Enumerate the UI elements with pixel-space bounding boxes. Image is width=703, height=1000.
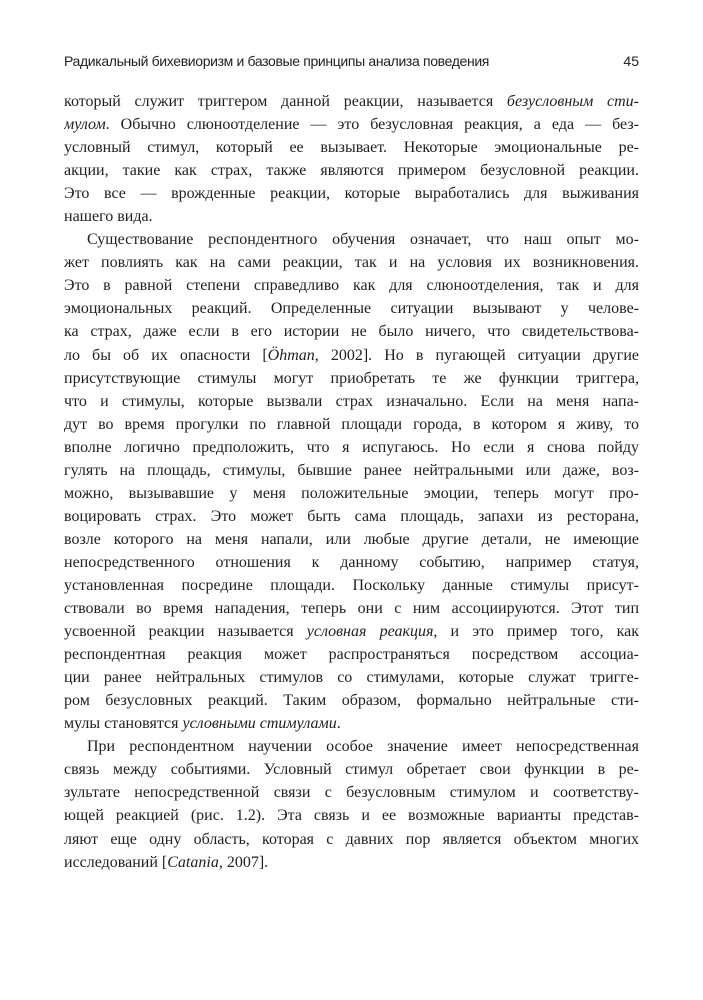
text-segment: непосредственного отношения к данному событию, например статуя,: [64, 553, 639, 571]
running-title: Радикальный бихевиоризм и базовые принципы анализа поведения: [64, 53, 490, 69]
text-segment: ка страх, даже если в его истории не было ничего, что свидетельствова-: [64, 323, 639, 341]
text-segment: , и это пример того, как: [433, 623, 639, 641]
text-segment: ляют еще одну область, которая с давних пор является объектом многих: [64, 830, 639, 848]
text-line: [64, 712, 639, 735]
text-segment: ции ранее нейтральных стимулов со стимулами, которые служат тригге-: [64, 669, 639, 687]
text-line: [64, 297, 639, 320]
text-segment: вполне логично предположить, что я испугаюсь. Но если я снова пойду: [64, 438, 639, 456]
text-line: [64, 620, 639, 643]
italic-text: мулом: [64, 116, 106, 134]
text-segment: условный стимул, который ее вызывает. Некоторые эмоциональные ре-: [64, 139, 639, 157]
italic-text: условными стимулами: [182, 715, 337, 733]
text-line: [64, 344, 639, 367]
page-number: 45: [623, 53, 639, 69]
text-segment: ющей реакцией (рис. 1.2). Эта связь и ее возможные варианты представ-: [64, 807, 639, 825]
text-line: [64, 482, 639, 505]
text-segment: жет повлиять как на сами реакции, так и на условия их возникновения.: [64, 254, 639, 272]
text-line: [64, 574, 639, 597]
body-text: [64, 90, 639, 874]
italic-text: безусловным сти-: [506, 93, 639, 110]
text-line: [64, 666, 639, 689]
text-line: [64, 781, 639, 804]
text-line: [64, 274, 639, 297]
text-segment: исследований [: [64, 853, 168, 871]
text-segment: .: [336, 715, 341, 733]
text-segment: ло бы об их опасности [: [64, 346, 268, 364]
text-segment: зультате непосредственной связи с безусловным стимулом и соответству-: [64, 784, 639, 802]
text-segment: Это все — врожденные реакции, которые выработались для выживания: [64, 185, 639, 203]
running-header: [64, 53, 639, 75]
text-segment: ром безусловных реакций. Таким образом, формально нейтральные сти-: [64, 692, 639, 710]
text-line: [64, 436, 639, 459]
text-segment: присутствующие стимулы могут приобретать те же функции триггера,: [64, 369, 639, 387]
text-line: [64, 459, 639, 482]
text-segment: дут во время прогулки по главной площади города, в котором я живу, то: [64, 415, 639, 433]
text-line: [64, 528, 639, 551]
text-segment: акции, такие как страх, также являются примером безусловной реакции.: [64, 162, 639, 180]
text-line: [64, 136, 639, 159]
text-segment: возле которого на меня напали, или любые другие детали, не имеющие: [64, 530, 639, 548]
text-segment: Существование респондентного обучения означает, что наш опыт мо-: [87, 231, 639, 249]
text-segment: эмоциональных реакций. Определенные ситуации вызывают у челове-: [64, 300, 639, 318]
text-line: [64, 182, 639, 205]
italic-text: Öhman: [267, 346, 315, 364]
text-segment: Это в равной степени справедливо как для слюноотделения, так и для: [64, 277, 639, 295]
text-line: [64, 505, 639, 528]
text-line: [64, 113, 639, 136]
text-segment: что и стимулы, которые вызвали страх изначально. Если на меня напа-: [64, 392, 639, 410]
text-segment: усвоенной реакции называется: [64, 623, 307, 641]
text-line: [64, 390, 639, 413]
text-line: [64, 228, 639, 251]
text-segment: мулы становятся: [64, 715, 183, 733]
text-segment: . Обычно слюноотделение — это безусловная реакция, а еда — без-: [105, 116, 639, 134]
text-line: [64, 804, 639, 827]
text-line: [64, 758, 639, 781]
text-segment: , 2002]. Но в пугающей ситуации другие: [314, 346, 639, 364]
text-segment: установленная посредине площади. Поскольку данные стимулы присут-: [64, 576, 639, 594]
text-line: [64, 689, 639, 712]
text-line: [64, 320, 639, 343]
text-line: [64, 735, 639, 758]
text-segment: ствовали во время нападения, теперь они с ним ассоциируются. Этот тип: [64, 600, 639, 618]
text-segment: При респондентном научении особое значение имеет непосредственная: [87, 738, 639, 756]
text-line: [64, 367, 639, 390]
text-segment: , 2007].: [218, 853, 269, 871]
italic-text: условная реакция: [306, 623, 434, 641]
text-line: [64, 828, 639, 851]
text-segment: который служит триггером данной реакции, называется: [64, 93, 507, 110]
text-line: [64, 643, 639, 666]
text-line: [64, 851, 639, 874]
text-segment: связь между событиями. Условный стимул обретает свои функции в ре-: [64, 761, 639, 779]
text-line: [64, 251, 639, 274]
text-line: [64, 597, 639, 620]
text-line: [64, 551, 639, 574]
text-segment: можно, вызывавшие у меня положительные эмоции, теперь могут про-: [64, 484, 639, 502]
text-line: [64, 90, 639, 113]
text-segment: респондентная реакция может распространяться посредством ассоциа-: [64, 646, 639, 664]
text-segment: нашего вида.: [64, 208, 153, 226]
text-line: [64, 159, 639, 182]
italic-text: Catania: [167, 853, 219, 871]
text-line: [64, 413, 639, 436]
text-line: [64, 205, 639, 228]
text-segment: воцировать страх. Это может быть сама площадь, запахи из ресторана,: [64, 507, 639, 525]
text-segment: гулять на площадь, стимулы, бывшие ранее нейтральными или даже, воз-: [64, 461, 639, 479]
